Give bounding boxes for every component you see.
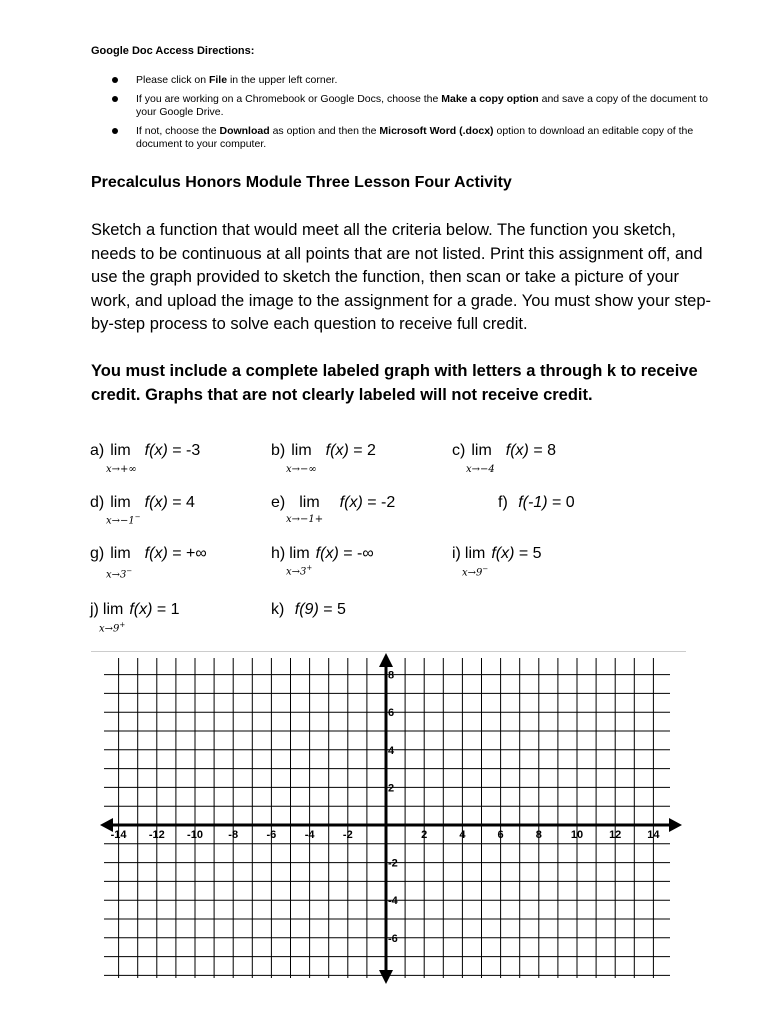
x-tick-label: 2 [421, 829, 428, 841]
x-tick-label: -10 [187, 829, 203, 841]
y-tick-label: 6 [388, 707, 395, 720]
criterion-value: = 4 [172, 494, 195, 511]
limit-symbol: lim [291, 442, 312, 459]
limit-symbol: lim [464, 545, 486, 562]
criterion-letter: f) [498, 494, 508, 511]
limit-symbol: lim [102, 601, 124, 618]
y-tick-label: 8 [388, 669, 395, 682]
limit-symbol: lim [299, 494, 320, 511]
criterion-expression: f(x) [129, 601, 153, 618]
criterion-value: = 5 [323, 601, 346, 618]
limit-side: + [119, 621, 126, 629]
criterion-expression: f(x) [505, 442, 529, 459]
criterion-letter: i) [452, 545, 461, 562]
criterion-expression: f(x) [144, 494, 168, 511]
access-direction-item: If you are working on a Chromebook or Google Docs, choose the Make a copy option and save a copy of the document to your Google Drive. [91, 93, 731, 119]
y-tick-label: 4 [388, 744, 395, 757]
grading-warning: You must include a complete labeled graph with letters a through k to receive credit. Graphs that are not clearly labeled will not receive credit. [91, 362, 698, 404]
criterion-expression: f(x) [491, 545, 515, 562]
criterion-expression: f(x) [339, 494, 363, 511]
x-tick-label: -8 [228, 829, 239, 841]
x-tick-label: 6 [497, 829, 504, 841]
criterion-expression: f(x) [315, 545, 339, 562]
limit-subscript: x→3 [106, 569, 127, 581]
criterion-letter: j) [90, 601, 99, 618]
criterion-value: = 5 [518, 545, 542, 562]
limit-subscript: x→−4 [466, 464, 495, 475]
criterion-expression: f(-1) [518, 494, 548, 511]
criterion-value: = +∞ [172, 545, 207, 562]
criterion-expression: f(x) [325, 442, 349, 459]
criterion-value: = 0 [552, 494, 575, 511]
y-tick-label: -2 [388, 857, 398, 870]
limit-side: + [306, 564, 313, 572]
criterion-letter: e) [271, 494, 286, 511]
criterion-letter: k) [271, 601, 285, 618]
x-tick-label: 10 [570, 829, 584, 841]
y-axis-bottom-arrow [379, 970, 393, 984]
x-axis-right-arrow [669, 818, 682, 832]
y-tick-label: 2 [388, 782, 395, 795]
document-title: Precalculus Honors Module Three Lesson Four Activity [91, 174, 512, 191]
access-directions-title: Google Doc Access Directions: [91, 45, 255, 57]
x-tick-label: 4 [459, 829, 466, 841]
criterion-value: = 8 [533, 442, 557, 459]
x-tick-label: 14 [647, 829, 660, 841]
criterion-expression: f(x) [144, 545, 168, 562]
criterion-letter: g) [90, 545, 105, 562]
x-tick-label: 12 [609, 829, 622, 841]
x-tick-label: -2 [342, 829, 353, 841]
y-tick-label: -6 [388, 932, 398, 945]
limit-subscript: x→9 [462, 567, 483, 579]
criterion-value: = -3 [172, 442, 201, 459]
criterion-expression: f(9) [294, 601, 319, 618]
instructions-paragraph: Sketch a function that would meet all the criteria below. The function you sketch, needs to be continuous at all points that are not listed. Print this assignment off, and use the graph provided to sketch the function, then scan or take a picture of your work, and upload the image to the assignment for a grade. You must show your step-by-step process to solve each question to receive full credit. [91, 221, 712, 334]
limit-side: − [126, 567, 133, 575]
criterion-letter: h) [271, 545, 286, 562]
y-axis-top-arrow [379, 653, 393, 667]
criterion-letter: d) [90, 494, 105, 511]
limit-subscript: x→+∞ [106, 464, 137, 475]
limit-symbol: lim [110, 494, 131, 511]
criterion-letter: a) [90, 442, 105, 459]
limit-subscript: x→9 [99, 623, 120, 635]
criterion-value: = 2 [353, 442, 376, 459]
limit-side: − [134, 513, 141, 521]
limit-side: − [482, 565, 489, 573]
criterion-value: = -2 [367, 494, 396, 511]
x-tick-label: -6 [266, 829, 277, 841]
criterion-value: = 1 [156, 601, 180, 618]
x-tick-label: 8 [535, 829, 542, 841]
y-tick-label: -4 [388, 895, 398, 908]
limit-subscript: x→−1 [106, 515, 135, 527]
limit-subscript: x→−1+ [286, 514, 324, 525]
criterion-letter: c) [452, 442, 466, 459]
access-direction-item: Please click on File in the upper left corner. [91, 74, 731, 87]
limit-symbol: lim [110, 545, 131, 562]
limit-symbol: lim [471, 442, 492, 459]
x-tick-label: -4 [304, 829, 315, 841]
x-tick-label: -12 [148, 829, 165, 841]
criterion-value: = -∞ [343, 545, 374, 562]
x-tick-label: -14 [110, 829, 127, 841]
limit-subscript: x→3 [286, 566, 307, 578]
criterion-letter: b) [271, 442, 286, 459]
criterion-expression: f(x) [144, 442, 168, 459]
limit-symbol: lim [289, 545, 310, 562]
limit-subscript: x→−∞ [286, 464, 317, 475]
limit-symbol: lim [110, 442, 131, 459]
access-direction-item: If not, choose the Download as option and then the Microsoft Word (.docx) option to download an editable copy of the document to your computer. [91, 125, 731, 151]
